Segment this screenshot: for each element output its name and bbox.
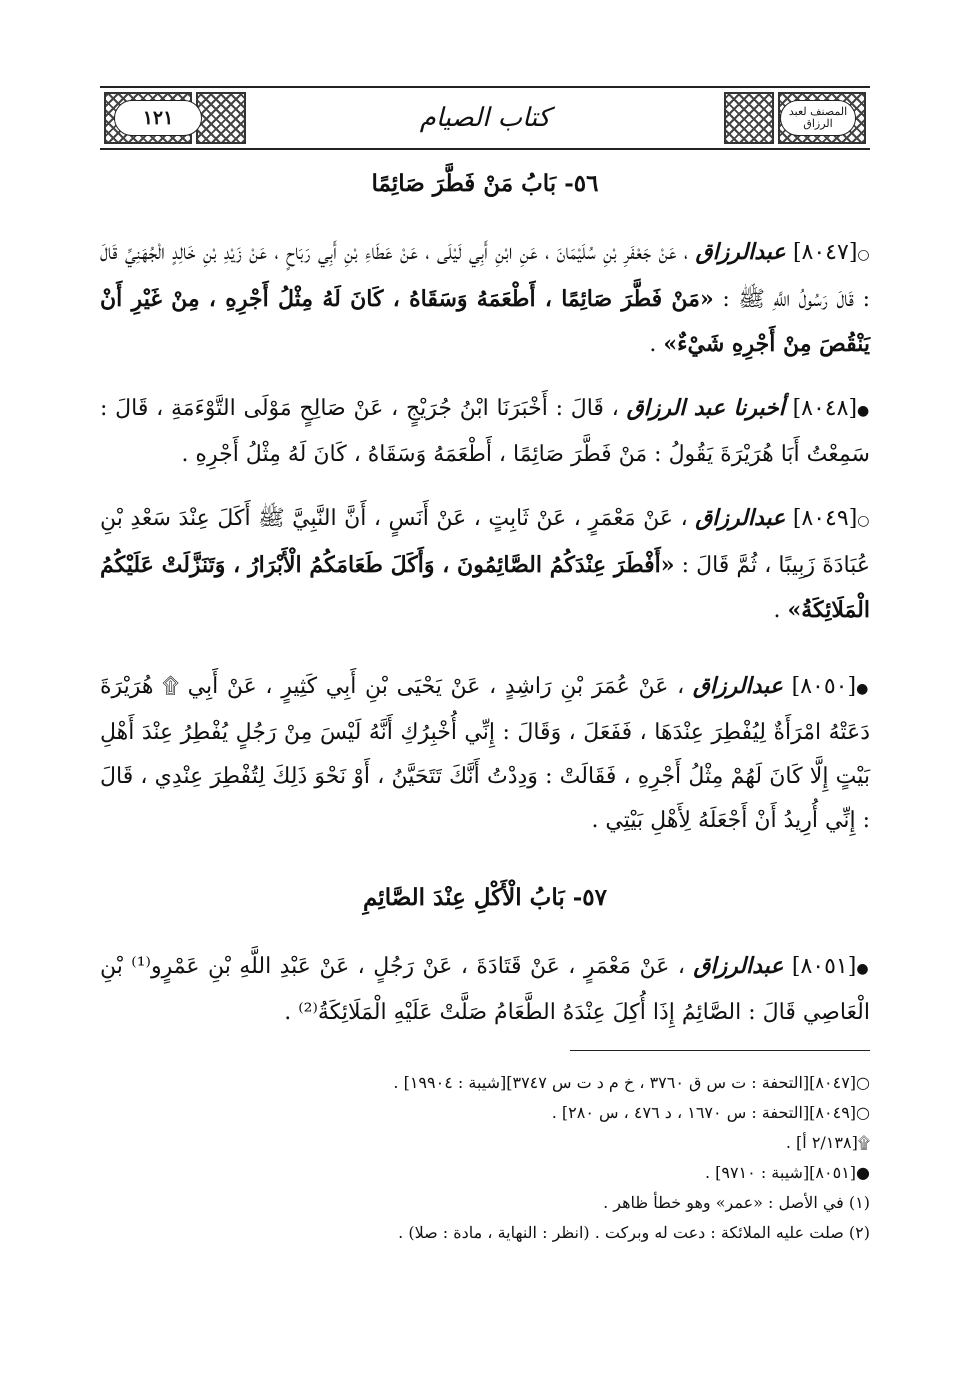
hadith-8051 <box>100 944 870 1035</box>
hadith-narrator: عبدالرزاق <box>693 953 784 979</box>
footnote-line: (٢) صلت عليه الملائكة : دعت له وبركت . (انظر : النهاية ، مادة : صلا) . <box>398 1223 870 1242</box>
hadith-number: [٨٠٥١] <box>791 954 857 979</box>
hadith-marker: ● <box>857 403 871 419</box>
book-section-title: كتاب الصيام <box>419 103 551 133</box>
hadith-marker: ● <box>856 681 870 697</box>
hadith-narrator: أخبرنا عبد الرزاق <box>626 395 785 421</box>
ornament-mid-right <box>724 92 774 144</box>
footnote-line: ۩[٢/١٣٨ أ] . <box>785 1133 870 1152</box>
hadith-marker: ○ <box>857 247 870 263</box>
hadith-marker: ○ <box>857 513 871 529</box>
hadith-number: [٨٠٥٠] <box>791 674 857 699</box>
hadith-number: [٨٠٤٨] <box>792 396 858 421</box>
footnotes <box>100 1068 870 1248</box>
hadith-text: ، عَنْ مَعْمَرٍ ، عَنْ قَتَادَةَ ، عَنْ رَجُلٍ ، عَنْ عَبْدِ اللَّهِ بْنِ عَمْرٍو⁽¹⁾ بْنِ الْعَاصِي قَالَ : الصَّائِمُ إِذَا أُكِلَ عِنْدَهُ الطَّعَامُ صَلَّتْ عَلَيْهِ الْمَلَائِكَةُ⁽²⁾ . <box>100 954 870 1025</box>
hadith-narrator: عبدالرزاق <box>695 239 786 265</box>
chapter-heading-56: ٥٦- بَابُ مَنْ فَطَّرَ صَائِمًا <box>371 170 599 197</box>
hadith-8048 <box>100 386 870 477</box>
hadith-text: ، قَالَ : أَخْبَرَنَا ابْنُ جُرَيْجٍ ، عَنْ صَالِحٍ مَوْلَى التَّوْءَمَةِ ، قَالَ : سَمِعْتُ أَبَا هُرَيْرَةَ يَقُولُ : مَنْ فَطَّرَ صَائِمًا ، أَطْعَمَهُ وَسَقَاهُ ، كَانَ لَهُ مِثْلُ أَجْرِهِ . <box>100 396 870 467</box>
hadith-narrator: عبدالرزاق <box>692 673 783 699</box>
footnote-line: ●[٨٠٥١][شيبة : ٩٧١٠] . <box>704 1163 870 1182</box>
hadith-quote: «أَفْطَرَ عِنْدَكُمُ الصَّائِمُونَ ، وَأَكَلَ طَعَامَكُمُ الْأَبْرَارُ ، وَتَنَزَّلَتْ عَلَيْكُمُ الْمَلَائِكَةُ» <box>100 552 870 623</box>
hadith-quote: «مَنْ فَطَّرَ صَائِمًا ، أَطْعَمَهُ وَسَقَاهُ ، كَانَ لَهُ مِثْلُ أَجْرِهِ ، مِنْ غَيْرِ أَنْ يَنْقُصَ مِنْ أَجْرِهِ شَيْءٌ» <box>100 286 870 357</box>
page-header <box>100 86 870 150</box>
hadith-text: ، عَنْ مَعْمَرٍ ، عَنْ ثَابِتٍ ، عَنْ أَنَسٍ ، أَنَّ النَّبِيَّ ﷺ أَكَلَ عِنْدَ سَعْدِ بْنِ عُبَادَةَ زَبِيبًا ، ثُمَّ قَالَ : <box>100 506 871 578</box>
book-logo: المصنف لعبد الرزاق <box>780 100 856 136</box>
hadith-text: ، عَنْ جَعْفَرِ بْنِ سُلَيْمَانَ ، عَنِ ابْنِ أَبِي لَيْلَى ، عَنْ عَطَاءِ بْنِ أَبِي رَبَاحٍ ، عَنْ زَيْدِ بْنِ خَالِدٍ الْجُهَنِيِّ قَالَ : قَالَ رَسُولُ اللَّهِ ﷺ : <box>100 240 870 312</box>
footnote-line: (١) في الأصل : «عمر» وهو خطأ ظاهر . <box>603 1193 870 1212</box>
hadith-number: [٨٠٤٩] <box>792 506 858 531</box>
hadith-text: ، عَنْ عُمَرَ بْنِ رَاشِدٍ ، عَنْ يَحْيَى بْنِ أَبِي كَثِيرٍ ، عَنْ أَبِي ۩ هُرَيْرَةَ دَعَتْهُ امْرَأَةٌ لِيُفْطِرَ عِنْدَهَا ، فَفَعَلَ ، وَقَالَ : إِنِّي أُخْبِرُكِ أَنَّهُ لَيْسَ مِنْ رَجُلٍ يُفْطِرُ عِنْدَ أَهْلِ بَيْتٍ إِلَّا كَانَ لَهُمْ مِثْلُ أَجْرِهِ ، فَقَالَتْ : وَدِدْتُ أَنَّكَ تَتَحَيَّنُ ، أَوْ نَحْوَ ذَلِكَ لِتُفْطِرَ عِنْدِي ، قَالَ : إِنِّي أُرِيدُ أَنْ أَجْعَلَهُ لِأَهْلِ بَيْتِي . <box>100 674 870 833</box>
hadith-marker: ● <box>856 961 870 977</box>
footnote-separator <box>570 1050 870 1051</box>
hadith-8050 <box>100 664 870 843</box>
hadith-8049 <box>100 496 870 633</box>
hadith-8047 <box>100 230 870 367</box>
hadith-narrator: عبدالرزاق <box>695 505 786 531</box>
footnote-line: ○[٨٠٤٧][التحفة : ت س ق ٣٧٦٠ ، خ م د ت س ٣٧٤٧][شيبة : ١٩٩٠٤] . <box>393 1073 870 1092</box>
footnote-line: ○[٨٠٤٩][التحفة : س ١٦٧٠ ، د ٤٧٦ ، س ٢٨٠] . <box>551 1103 870 1122</box>
page-number: ١٢١ <box>114 100 202 136</box>
hadith-number: [٨٠٤٧] <box>792 240 858 265</box>
ornament-mid-left <box>196 92 246 144</box>
hadith-tail: . <box>649 332 664 357</box>
hadith-tail: . <box>773 598 788 623</box>
chapter-heading-57: ٥٧- بَابُ الْأَكْلِ عِنْدَ الصَّائِمِ <box>362 884 608 911</box>
